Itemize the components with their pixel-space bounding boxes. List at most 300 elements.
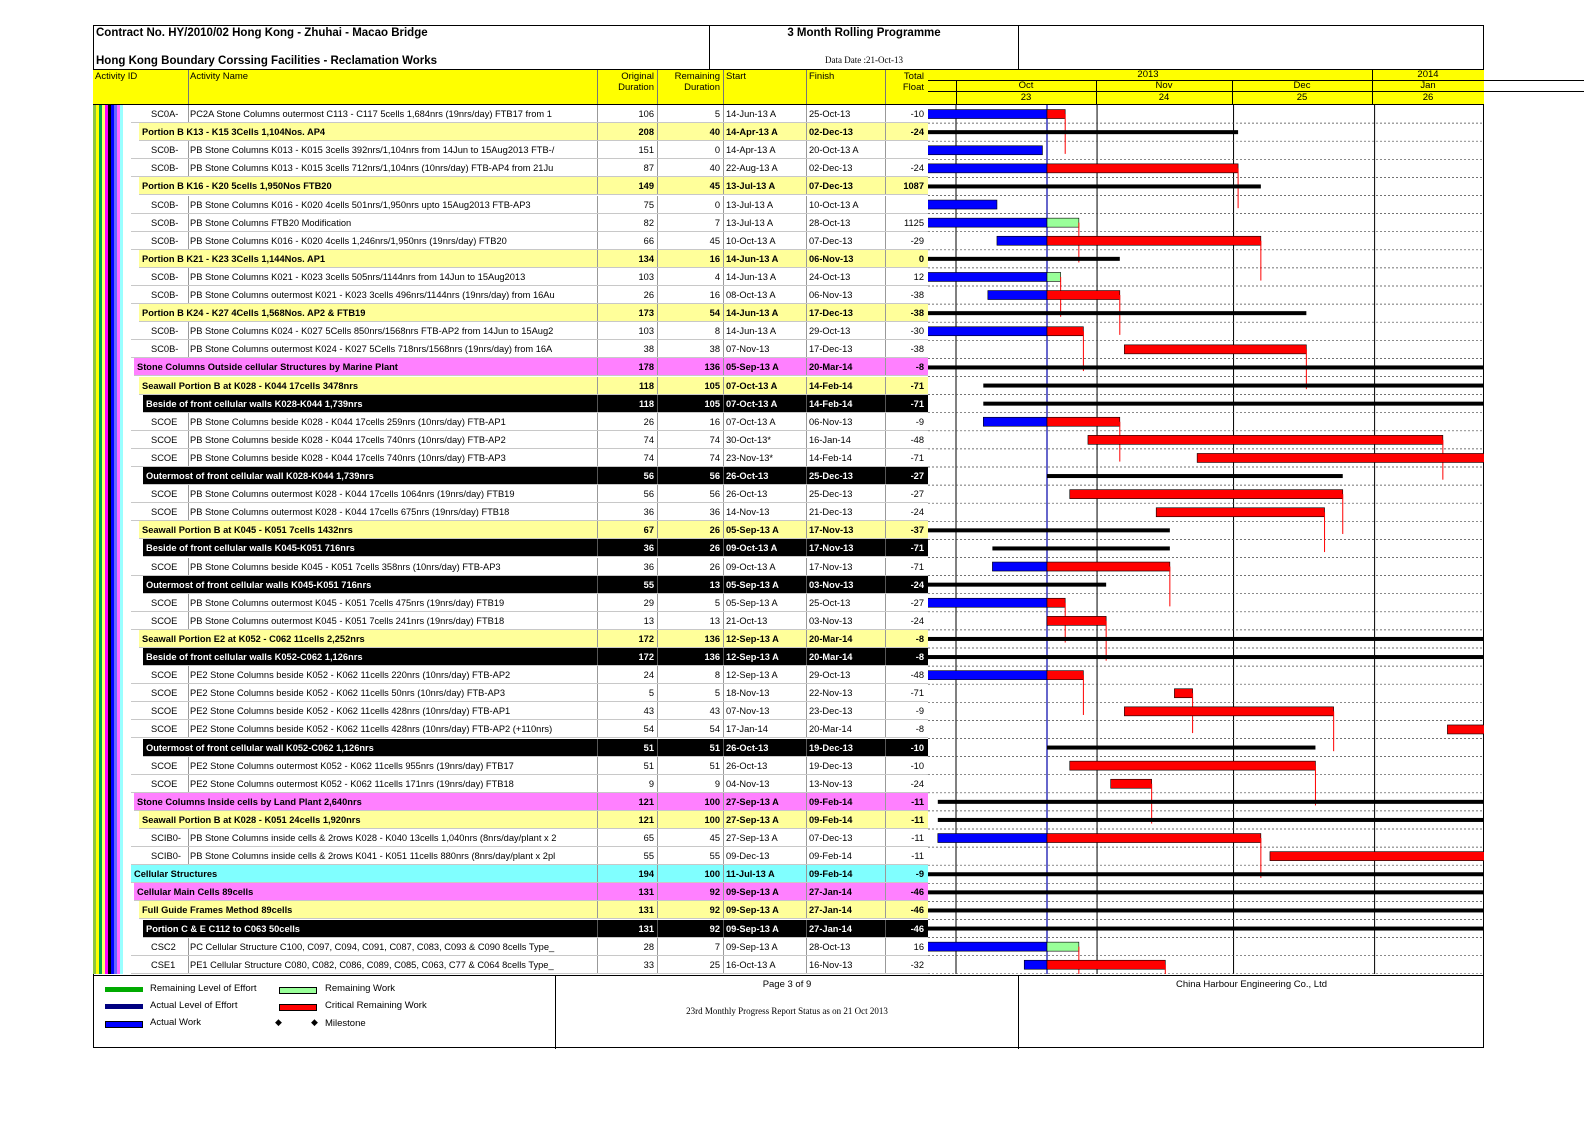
table-row[interactable]: [131, 196, 928, 214]
original-duration: 29: [643, 597, 654, 608]
summary-row[interactable]: [143, 739, 928, 757]
finish-date: 23-Dec-13: [809, 706, 853, 717]
finish-date: 02-Dec-13: [809, 127, 853, 138]
column-header: [93, 70, 928, 105]
start-date: 09-Sep-13 A: [726, 905, 779, 916]
activity-name: PB Stone Columns beside K028 - K044 17cells 740nrs (10nrs/day) FTB-AP3: [190, 452, 506, 463]
col-original-duration[interactable]: Original Duration: [618, 71, 654, 93]
total-float: -37: [910, 525, 924, 536]
total-float: -71: [910, 561, 924, 572]
start-date: 09-Sep-13 A: [726, 887, 779, 898]
start-date: 26-Oct-13: [726, 471, 769, 481]
programme-block: [709, 25, 1019, 70]
table-row[interactable]: [131, 485, 928, 503]
total-float: -8: [915, 652, 924, 662]
actual-work-bar: [988, 291, 1047, 300]
finish-date: 19-Dec-13: [809, 742, 853, 753]
activity-name: Seawall Portion B at K045 - K051 7cells 1432nrs: [142, 525, 353, 536]
total-float: -71: [910, 543, 924, 554]
summary-bar: [928, 637, 1484, 641]
table-row[interactable]: [131, 340, 928, 358]
col-finish[interactable]: Finish: [809, 71, 835, 82]
activity-id: SCOE: [151, 706, 178, 717]
milestone-icon: ◆: [275, 1017, 282, 1027]
start-date: 21-Oct-13: [726, 615, 768, 626]
footer-company: [1019, 976, 1484, 1049]
table-row[interactable]: [131, 431, 928, 449]
col-activity-id[interactable]: Activity ID: [95, 71, 138, 82]
summary-row[interactable]: [131, 865, 928, 883]
original-duration: 121: [638, 814, 654, 825]
original-duration: 194: [638, 869, 654, 880]
activity-name: Portion B K21 - K23 3Cells 1,144Nos. AP1: [142, 253, 326, 264]
activity-name: PE1 Cellular Structure C080, C082, C086, C089, C085, C063, C77 & C064 8cells Type_: [190, 959, 554, 970]
critical-remaining-bar: [1111, 779, 1152, 788]
activity-name: PB Stone Columns outermost K021 - K023 3cells 496nrs/1144nrs (19nrs/day) from 16Au: [190, 290, 555, 300]
finish-date: 25-Dec-13: [809, 471, 853, 481]
activity-name: PB Stone Columns beside K045 - K051 7cells 358nrs (10nrs/day) FTB-AP3: [190, 561, 501, 572]
actual-work-bar: [983, 417, 1047, 426]
total-float: 16: [913, 941, 924, 952]
total-float: -46: [910, 923, 924, 934]
remaining-duration: 8: [714, 326, 720, 337]
milestone-icon: ◆: [311, 1017, 318, 1027]
table-row[interactable]: [131, 847, 928, 865]
remaining-duration: 45: [709, 833, 720, 843]
activity-id: SC0B-: [151, 344, 179, 355]
start-date: 22-Aug-13 A: [726, 163, 778, 174]
original-duration: 5: [648, 688, 654, 699]
original-duration: 131: [638, 923, 654, 934]
activity-name: PB Stone Columns K013 - K015 3cells 712nrs/1,104nrs (10nrs/day) FTB-AP4 from 21Ju: [190, 163, 554, 174]
critical-remaining-bar: [1047, 291, 1120, 300]
summary-bar: [928, 130, 1238, 134]
remaining-duration: 100: [704, 869, 720, 880]
original-duration: 54: [643, 724, 654, 735]
table-row[interactable]: [131, 684, 928, 702]
summary-row[interactable]: [139, 304, 928, 322]
legend-milestone: Milestone: [325, 1018, 366, 1029]
col-activity-name[interactable]: Activity Name: [190, 71, 249, 82]
month-jan: Jan: [1420, 80, 1436, 91]
remaining-duration: 55: [709, 851, 720, 862]
table-row[interactable]: [131, 666, 928, 684]
summary-bar: [928, 184, 1261, 188]
table-row[interactable]: [131, 105, 928, 123]
footer: [93, 975, 1484, 1048]
total-float: -11: [911, 796, 924, 807]
total-float: -24: [910, 615, 924, 626]
remaining-duration: 26: [709, 543, 720, 554]
actual-work-bar: [928, 146, 1042, 155]
original-duration: 74: [643, 452, 654, 463]
summary-row[interactable]: [139, 177, 928, 195]
summary-row[interactable]: [143, 539, 928, 557]
legend-swatch-remaining-work: [279, 987, 317, 994]
summary-row[interactable]: [139, 250, 928, 268]
activity-name: Cellular Structures: [134, 869, 218, 880]
remaining-duration: 56: [709, 471, 720, 481]
finish-date: 06-Nov-13: [809, 290, 853, 300]
total-float: -10: [910, 742, 924, 753]
activity-id: SCOE: [151, 724, 178, 735]
remaining-duration: 5: [714, 109, 720, 119]
week-23: 23: [1020, 92, 1032, 103]
activity-name: Beside of front cellular walls K028-K044 1,739nrs: [146, 398, 363, 409]
actual-work-bar: [928, 598, 1047, 607]
table-row[interactable]: [131, 558, 928, 576]
actual-work-bar: [1024, 960, 1047, 969]
table-row[interactable]: [131, 286, 928, 304]
activity-id: SCIB0-: [151, 833, 181, 843]
table-row[interactable]: [131, 232, 928, 250]
finish-date: 14-Feb-14: [809, 380, 853, 391]
summary-bar: [992, 546, 1169, 550]
total-float: 0: [918, 253, 924, 264]
start-date: 08-Oct-13 A: [726, 290, 776, 300]
finish-date: 20-Mar-14: [809, 652, 853, 662]
year-2014: 2014: [1417, 69, 1439, 80]
legend-swatch-critical-remaining: [279, 1004, 317, 1011]
table-row[interactable]: [131, 938, 928, 956]
activity-name: PB Stone Columns K013 - K015 3cells 392nrs/1,104nrs from 14Jun to 15Aug2013 FTB-/: [190, 145, 555, 156]
legend-swatch-actual-work: [105, 1021, 143, 1028]
total-float: -24: [910, 579, 924, 590]
start-date: 30-Oct-13*: [726, 434, 771, 445]
contract-title: Contract No. HY/2010/02 Hong Kong - Zhuhai - Macao Bridge: [96, 27, 428, 39]
activity-name: PE2 Stone Columns outermost K052 - K062 11cells 171nrs (19nrs/day) FTB18: [190, 778, 514, 789]
report-status: 23rd Monthly Progress Report Status as on 21 Oct 2013: [686, 1006, 888, 1016]
remaining-duration: 92: [709, 905, 720, 916]
table-row[interactable]: [131, 775, 928, 793]
critical-remaining-bar: [1047, 616, 1106, 625]
critical-remaining-bar: [1047, 164, 1238, 173]
start-date: 13-Jul-13 A: [726, 217, 774, 228]
original-duration: 151: [638, 145, 654, 156]
original-duration: 74: [643, 434, 654, 445]
summary-bar: [928, 908, 1484, 912]
start-date: 05-Sep-13 A: [726, 597, 778, 608]
activity-name: Portion B K13 - K15 3Cells 1,104Nos. AP4: [142, 127, 326, 138]
original-duration: 13: [643, 615, 654, 626]
original-duration: 66: [643, 235, 654, 246]
activity-name: PB Stone Columns K021 - K023 3cells 505nrs/1144nrs from 14Jun to 15Aug2013: [190, 271, 526, 282]
legend-swatch-remaining-loe: [105, 987, 143, 992]
finish-date: 10-Oct-13 A: [809, 199, 859, 210]
remaining-duration: 36: [709, 507, 720, 518]
original-duration: 103: [638, 326, 654, 337]
original-duration: 28: [643, 941, 654, 952]
start-date: 09-Oct-13 A: [726, 543, 778, 554]
start-date: 16-Oct-13 A: [726, 959, 776, 970]
summary-row[interactable]: [139, 901, 928, 919]
summary-bar: [928, 583, 1106, 587]
start-date: 07-Nov-13: [726, 344, 770, 355]
actual-work-bar: [928, 942, 1047, 951]
activity-name: Seawall Portion E2 at K052 - C062 11cells 2,252nrs: [142, 633, 365, 644]
remaining-duration: 136: [704, 652, 720, 662]
summary-bar: [1047, 474, 1343, 478]
table-row[interactable]: [131, 594, 928, 612]
remaining-work-bar: [1047, 942, 1079, 951]
finish-date: 25-Oct-13: [809, 597, 851, 608]
remaining-duration: 16: [709, 290, 720, 300]
finish-date: 27-Jan-14: [809, 887, 852, 898]
total-float: -48: [910, 670, 924, 681]
remaining-duration: 45: [709, 235, 720, 246]
activity-name: Seawall Portion B at K028 - K051 24cells 1,920nrs: [142, 814, 361, 825]
table-row[interactable]: [131, 956, 928, 974]
actual-work-bar: [997, 236, 1047, 245]
finish-date: 14-Feb-14: [809, 452, 852, 463]
remaining-duration: 9: [714, 778, 720, 789]
remaining-work-bar: [1047, 218, 1079, 227]
start-date: 07-Oct-13 A: [726, 416, 776, 427]
activity-name: PB Stone Columns K016 - K020 4cells 1,246nrs/1,950nrs (19nrs/day) FTB20: [190, 235, 507, 246]
summary-row[interactable]: [143, 467, 928, 485]
activity-name: PB Stone Columns inside cells & 2rows K028 - K040 13cells 1,040nrs (8nrs/day/plant x 2: [190, 833, 557, 843]
start-date: 26-Oct-13: [726, 760, 768, 771]
remaining-duration: 40: [709, 163, 720, 174]
original-duration: 134: [638, 253, 654, 264]
activity-id: SCOE: [151, 434, 178, 445]
summary-bar: [928, 890, 1484, 894]
total-float: -38: [910, 308, 924, 319]
actual-work-bar: [938, 834, 1047, 843]
original-duration: 56: [643, 471, 654, 481]
activity-name: Portion B K24 - K27 4Cells 1,568Nos. AP2 & FTB19: [142, 308, 366, 319]
total-float: -9: [915, 416, 924, 427]
activity-id: SC0B-: [151, 199, 179, 210]
original-duration: 36: [643, 507, 654, 518]
remaining-duration: 56: [709, 489, 720, 500]
start-date: 14-Nov-13: [726, 507, 770, 518]
summary-row[interactable]: [143, 920, 928, 938]
start-date: 27-Sep-13 A: [726, 814, 779, 825]
summary-row[interactable]: [134, 358, 928, 376]
activity-name: PE2 Stone Columns beside K052 - K062 11cells 220nrs (10nrs/day) FTB-AP2: [190, 670, 511, 681]
table-row[interactable]: [131, 449, 928, 467]
company-name: China Harbour Engineering Co., Ltd: [1175, 979, 1328, 990]
activity-name: PE2 Stone Columns beside K052 - K062 11cells 50nrs (10nrs/day) FTB-AP3: [190, 688, 506, 699]
activity-id: SC0B-: [151, 271, 179, 282]
start-date: 14-Apr-13 A: [726, 145, 776, 156]
start-date: 09-Sep-13 A: [726, 923, 779, 934]
actual-work-bar: [992, 562, 1047, 571]
finish-date: 20-Mar-14: [809, 362, 853, 373]
critical-remaining-bar: [1047, 598, 1065, 607]
table-row[interactable]: [131, 159, 928, 177]
summary-row[interactable]: [143, 395, 928, 413]
activity-id: SC0A-: [151, 109, 179, 119]
start-date: 14-Jun-13 A: [726, 271, 777, 282]
original-duration: 131: [638, 887, 654, 898]
summary-bar: [928, 257, 1120, 261]
finish-date: 09-Feb-14: [809, 814, 853, 825]
remaining-duration: 43: [709, 706, 720, 717]
finish-date: 02-Dec-13: [809, 163, 853, 174]
remaining-duration: 136: [704, 633, 720, 644]
finish-date: 06-Nov-13: [809, 416, 853, 427]
summary-bar: [928, 655, 1484, 659]
table-row[interactable]: [131, 702, 928, 720]
total-float: -71: [910, 398, 924, 409]
remaining-duration: 26: [709, 525, 720, 536]
table-row[interactable]: [131, 322, 928, 340]
finish-date: 29-Oct-13: [809, 326, 851, 337]
total-float: -46: [910, 905, 924, 916]
original-duration: 26: [643, 290, 654, 300]
start-date: 27-Sep-13 A: [726, 796, 779, 807]
critical-remaining-bar: [1174, 689, 1192, 698]
remaining-duration: 4: [714, 271, 720, 282]
summary-row[interactable]: [139, 377, 928, 395]
remaining-duration: 16: [709, 416, 720, 427]
finish-date: 21-Dec-13: [809, 507, 853, 518]
activity-name: PB Stone Columns K024 - K027 5Cells 850nrs/1568nrs FTB-AP2 from 14Jun to 15Aug2: [190, 326, 554, 337]
activity-id: SC0B-: [151, 290, 179, 300]
total-float: -27: [910, 597, 924, 608]
critical-remaining-bar: [1070, 490, 1343, 499]
remaining-duration: 5: [714, 597, 720, 608]
original-duration: 51: [643, 760, 654, 771]
total-float: -8: [915, 362, 924, 373]
col-remaining-duration[interactable]: Remaining Duration: [674, 71, 720, 93]
critical-remaining-bar: [1047, 327, 1083, 336]
finish-date: 09-Feb-14: [809, 851, 852, 862]
table-row[interactable]: [131, 413, 928, 431]
summary-bar: [1047, 746, 1315, 750]
total-float: -29: [910, 235, 924, 246]
original-duration: 56: [643, 489, 654, 500]
table-row[interactable]: [131, 141, 928, 159]
original-duration: 33: [643, 959, 654, 970]
total-float: -10: [910, 760, 924, 771]
actual-work-bar: [928, 218, 1047, 227]
table-row[interactable]: [131, 720, 928, 738]
start-date: 05-Sep-13 A: [726, 579, 779, 590]
finish-date: 20-Oct-13 A: [809, 145, 859, 156]
critical-remaining-bar: [1047, 671, 1083, 680]
critical-remaining-bar: [1047, 110, 1065, 119]
finish-date: 07-Dec-13: [809, 181, 853, 192]
start-date: 12-Sep-13 A: [726, 652, 779, 662]
finish-date: 03-Nov-13: [809, 579, 854, 590]
start-date: 27-Sep-13 A: [726, 833, 778, 843]
critical-remaining-bar: [1156, 508, 1324, 517]
activity-name: Outermost of front cellular walls K045-K051 716nrs: [146, 579, 372, 590]
month-nov: Nov: [1155, 80, 1173, 91]
start-date: 09-Oct-13 A: [726, 561, 776, 572]
data-date: Data Date :21-Oct-13: [825, 55, 903, 65]
total-float: -24: [910, 163, 924, 174]
activity-id: SCOE: [151, 778, 178, 789]
table-row[interactable]: [131, 503, 928, 521]
original-duration: 173: [638, 308, 654, 319]
table-row[interactable]: [131, 757, 928, 775]
legend-remaining-loe: Remaining Level of Effort: [150, 983, 257, 994]
total-float: -48: [910, 434, 924, 445]
table-row[interactable]: [131, 829, 928, 847]
summary-bar: [928, 311, 1306, 315]
activity-name: Outermost of front cellular wall K052-C062 1,126nrs: [146, 742, 374, 753]
original-duration: 55: [643, 851, 654, 862]
finish-date: 13-Nov-13: [809, 778, 853, 789]
actual-work-bar: [928, 327, 1047, 336]
remaining-duration: 0: [714, 199, 720, 210]
summary-row[interactable]: [139, 521, 928, 539]
original-duration: 26: [643, 416, 654, 427]
start-date: 23-Nov-13*: [726, 452, 774, 463]
summary-row[interactable]: [143, 576, 928, 594]
legend-remaining-work: Remaining Work: [325, 983, 396, 994]
original-duration: 149: [638, 181, 654, 192]
activity-id: SC0B-: [151, 217, 179, 228]
activity-id: SCOE: [151, 688, 178, 699]
remaining-duration: 25: [709, 959, 720, 970]
total-float: -9: [915, 869, 924, 880]
total-float: -11: [911, 851, 924, 862]
timescale-header: [928, 70, 1484, 105]
total-float: 1087: [903, 181, 924, 192]
start-date: 14-Jun-13 A: [726, 326, 777, 337]
critical-remaining-bar: [1447, 725, 1484, 734]
total-float: -38: [910, 290, 924, 300]
activity-name: Cellular Main Cells 89cells: [137, 887, 254, 898]
remaining-duration: 54: [709, 724, 720, 735]
table-row[interactable]: [131, 268, 928, 286]
critical-remaining-bar: [1047, 834, 1261, 843]
table-row[interactable]: [131, 214, 928, 232]
original-duration: 208: [638, 127, 654, 138]
col-start[interactable]: Start: [726, 71, 747, 82]
remaining-duration: 13: [709, 579, 720, 590]
start-date: 05-Sep-13 A: [726, 525, 779, 536]
total-float: -71: [910, 688, 924, 699]
start-date: 09-Sep-13 A: [726, 941, 778, 952]
summary-bar: [928, 528, 1170, 532]
start-date: 26-Oct-13: [726, 489, 768, 500]
legend-actual-work: Actual Work: [150, 1017, 202, 1028]
start-date: 18-Nov-13: [726, 688, 770, 699]
activity-name: PE2 Stone Columns beside K052 - K062 11cells 428nrs (10nrs/day) FTB-AP1: [190, 706, 511, 717]
summary-row[interactable]: [134, 793, 928, 811]
activity-name: PB Stone Columns beside K028 - K044 17cells 740nrs (10nrs/day) FTB-AP2: [190, 434, 506, 445]
summary-row[interactable]: [139, 811, 928, 829]
activity-name: Beside of front cellular walls K045-K051 716nrs: [146, 543, 355, 554]
table-row[interactable]: [131, 612, 928, 630]
summary-row[interactable]: [139, 630, 928, 648]
finish-date: 28-Oct-13: [809, 217, 851, 228]
total-float: -8: [915, 633, 924, 644]
activity-id: SCOE: [151, 597, 178, 608]
summary-row[interactable]: [139, 123, 928, 141]
activity-name: PB Stone Columns inside cells & 2rows K041 - K051 11cells 880nrs (8nrs/day/plant x 2pl: [190, 851, 556, 862]
remaining-duration: 105: [704, 380, 720, 391]
col-total-float[interactable]: Total Float: [902, 71, 924, 93]
summary-row[interactable]: [134, 883, 928, 901]
original-duration: 178: [638, 362, 654, 373]
activity-name: Outermost of front cellular wall K028-K044 1,739nrs: [146, 471, 374, 481]
original-duration: 65: [643, 833, 654, 843]
activity-id: SCOE: [151, 760, 178, 771]
summary-row[interactable]: [143, 648, 928, 666]
original-duration: 118: [639, 380, 654, 391]
week-24: 24: [1158, 92, 1170, 103]
critical-remaining-bar: [1197, 453, 1484, 462]
total-float: -38: [910, 344, 924, 355]
activity-id: SCOE: [151, 416, 178, 427]
